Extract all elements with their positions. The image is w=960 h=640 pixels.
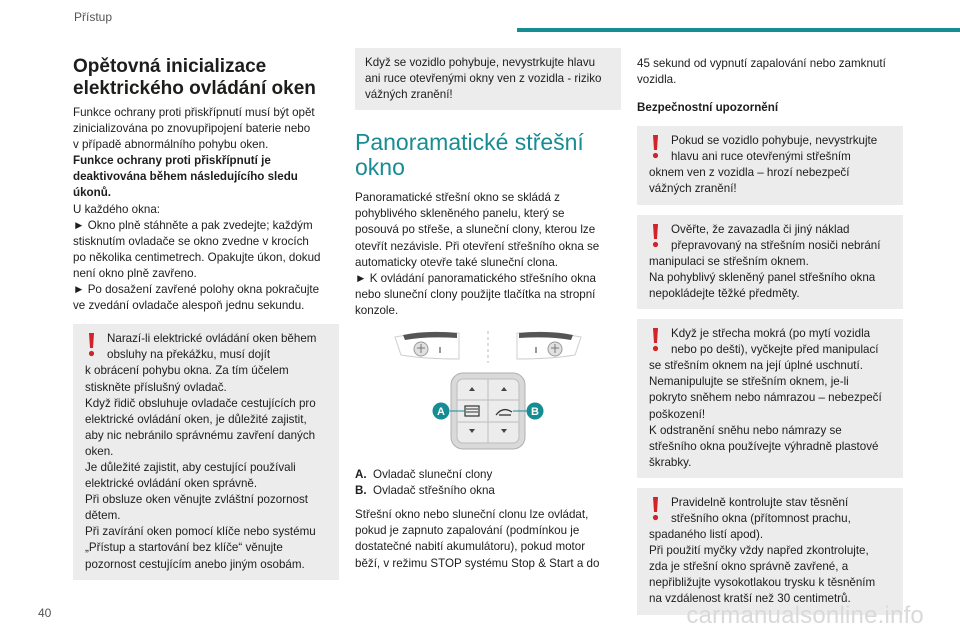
warning-box-wet-roof: Když je střecha mokrá (po mytí vozidla nebo po dešti), vyčkejte před manipulací se střešním oknem na její úplné uschnutí. Nemanipulujte se střešním oknem, je-li pokryto sněhem nebo námrazou – nebezpečí poškození! K odstranění sněhu nebo námrazy se střešního okna používejte výhradně plastové škrabky. <box>637 319 903 478</box>
page-number: 40 <box>38 606 52 620</box>
middle-column <box>355 48 621 572</box>
warning-box-obstacle: Narazí-li elektrické ovládání oken během obsluhy na překážku, musí dojít k obrácení pohybu okna. Za tím účelem stiskněte příslušný ovladač. Když řidič obsluhuje ovladače cestujících pro elektrické ovládání oken, je důležité zajistit, aby nic nebránilo správnému zavření daných oken. Je důležité zajistit, aby cestující používali elektrické ovládání oken správně. Při obsluze oken věnujte zvláštní pozornost dětem. Při zavírání oken pomocí klíče nebo systému „Přístup a startování bez klíče“ věnujte pozornost cestujícím anebo jiným osobám. <box>73 324 339 579</box>
warning-icon <box>651 328 660 352</box>
warning-icon <box>87 333 96 357</box>
warning-box-roof-load: Ověřte, že zavazadla či jiný náklad přepravovaný na střešním nosiči nebrání manipulaci se střešním oknem. Na pohyblivý skleněný panel střešního okna nepokládejte těžké předměty. <box>637 215 903 309</box>
callout-a-label: A <box>437 406 445 419</box>
warning-box-head-out-roof: Pokud se vozidlo pohybuje, nevystrkujte hlavu ani ruce otevřenými střešním oknem ven z vozidla – hrozí nebezpečí vážných zranění! <box>637 126 903 204</box>
watermark-text: carmanualsonline.info <box>686 602 924 629</box>
panoramic-operation-text: Střešní okno nebo sluneční clonu lze ovládat, pokud je zapnuto zapalování (podmínkou je dostatečné nabití akumulátoru), pokud motor běží, v režimu STOP systému Stop & Start a do <box>355 508 600 570</box>
reinit-text: Funkce ochrany proti přiskřípnutí musí být opět zinicializována po znovupřipojení baterie nebo v případě abnormálního pohybu oken. Funkce ochrany proti přiskřípnutí je deaktivována během následujícího sledu úkonů. U každého okna: ► Okno plně stáhněte a pak zvedejte; každým stisknutím ovladače se okno zvedne v krocích po několika centimetrech. Opakujte úkon, dokud není okno plně zavřeno. ► Po dosažení zavřené polohy okna pokračujte ve zvedání ovladače alespoň jednu sekundu. <box>73 106 321 313</box>
section-title-panoramic-roof: Panoramatické střešní okno <box>355 129 584 181</box>
roof-console-illustration <box>355 329 621 459</box>
warning-icon <box>651 497 660 521</box>
section-header: Přístup <box>74 10 113 24</box>
warning-icon <box>651 224 660 248</box>
note-box-head-out: Když se vozidlo pohybuje, nevystrkujte hlavu ani ruce otevřenými okny ven z vozidla - riziko vážných zranění! <box>355 48 621 110</box>
left-column <box>73 48 339 580</box>
warning-box-seal-check: Pravidelně kontrolujte stav těsnění střešního okna (přítomnost prachu, spadaného listí apod). Při použití myčky vždy napřed zkontrolujte, zda je střešní okno správně zavřené, a nepřibližujte vysokotlakou trysku k těsněním na vzdálenost kratší než 30 centimetrů. <box>637 488 903 615</box>
callout-b-label: B <box>531 406 539 419</box>
roof-console-diagram <box>355 329 621 459</box>
warning-icon <box>651 135 660 159</box>
section-title-window-reinit: Opětovná inicializace elektrického ovládání oken <box>73 56 316 99</box>
operation-continued-text: 45 sekund od vypnutí zapalování nebo zamknutí vozidla. <box>637 57 886 87</box>
right-column <box>637 48 903 615</box>
header-accent-bar <box>517 28 960 32</box>
figure-legend: A. Ovladač sluneční clony B. Ovladač střešního okna <box>355 468 495 498</box>
safety-warnings-heading: Bezpečnostní upozornění <box>637 101 779 115</box>
panoramic-intro-text: Panoramatické střešní okno se skládá z pohyblivého skleněného panelu, který se posouvá po střeše, a sluneční clony, kterou lze otevřít nezávisle. Při otevření střešního okna se automaticky otevře také sluneční clona. ► K ovládání panoramatického střešního okna nebo sluneční clony použijte tlačítka na stropní konzole. <box>355 191 600 317</box>
